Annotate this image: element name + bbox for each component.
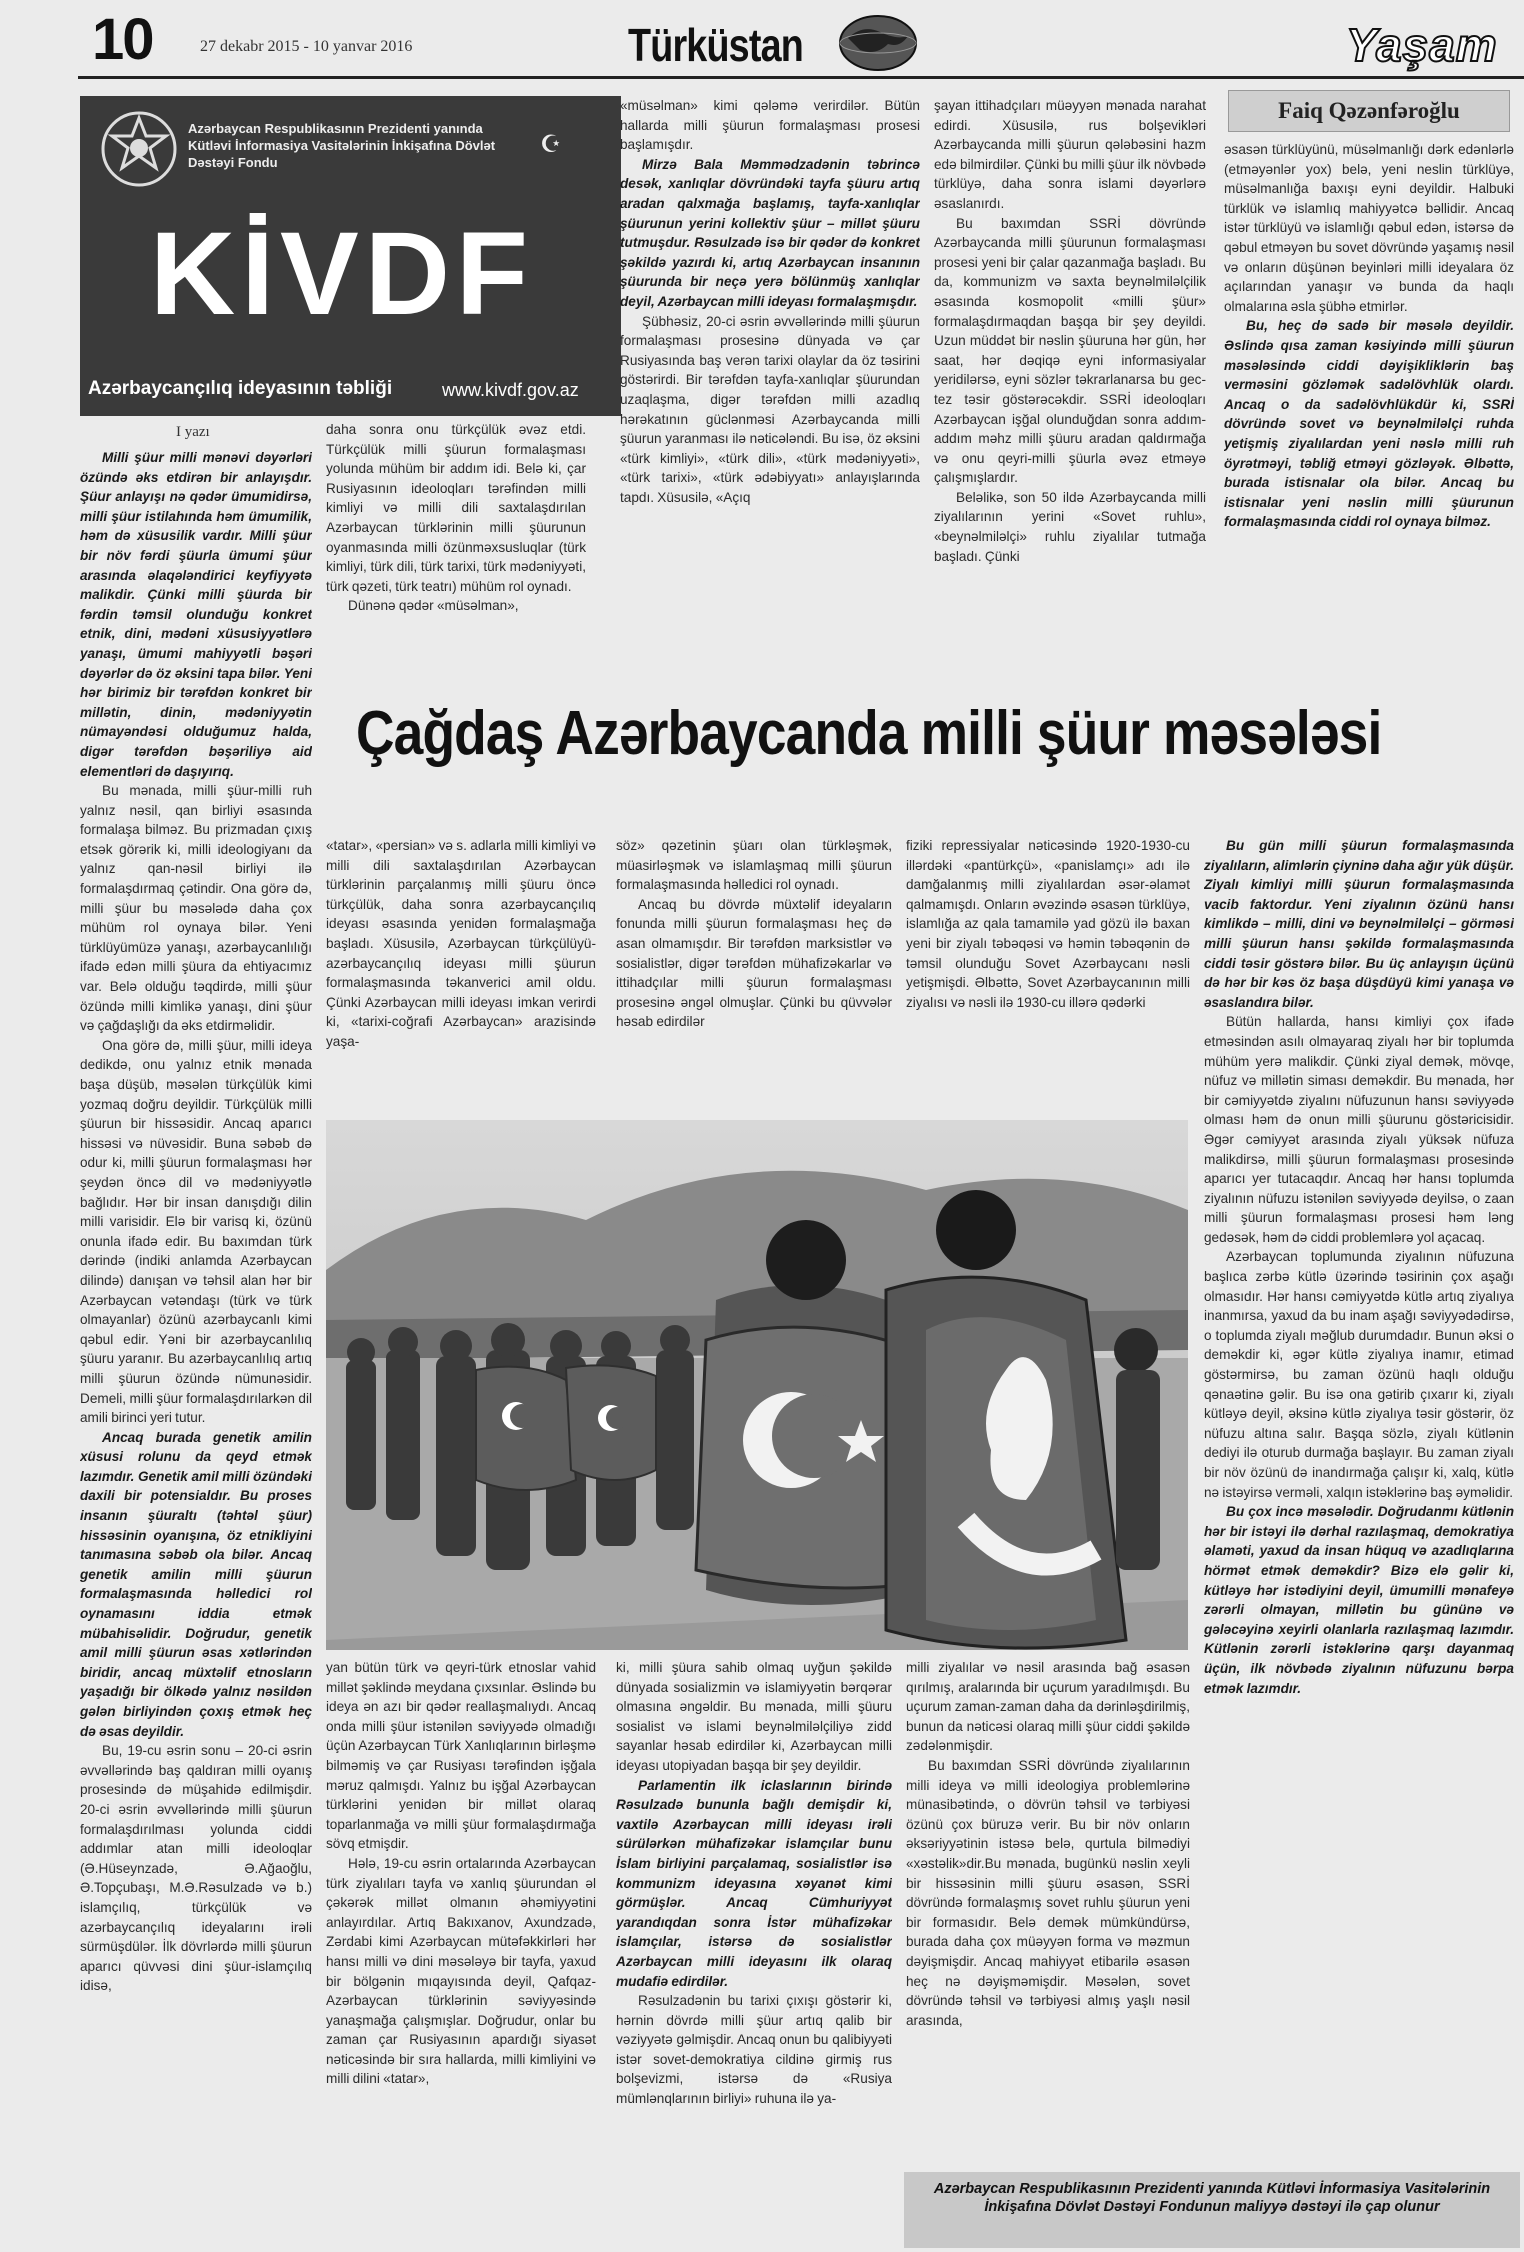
issue-date: 27 dekabr 2015 - 10 yanvar 2016: [200, 38, 413, 55]
body-paragraph: Bu mənada, milli şüur-milli ruh yalnız nəsil, qan birliyi əsasında formalaşa bilməz. Bu prizmadan çıxış etsək görərik ki, milli ideologiyanı da yalnız qan-nəsil birliyi ilə formalaşdırmaq çətindir. Ona görə də, milli şüur bu məsələdə daha çox mühüm rol oynaya bilər. Yeni türklüyümüzə yanaşı, azərbaycanlılığı ifadə edən milli şüura da ehtiyacımız var. Belə olduğu təqdirdə, milli şüur özündə milli kimlikə yanaşı, dini şüur və çağdaşlığı da əks etdirməlidir.: [80, 783, 312, 1034]
article-column-4-middle: [906, 836, 1190, 1118]
body-paragraph: əsasən türklüyünü, müsəlmanlığı dərk edənlərlə (etməyənlər yox) belə, yeni neslin türklüyə, müsəlmanlığa baxışı eyni deyildir. Halbuki türklük və islamlıq mahiyyətcə bəllidir. Ancaq istər türklüyü və islamlığı qəbul edən, istərsə də qəbul etməyən bu sovet dövründə yaşamış nəsil və onların düşünən beyinləri milli ideyalara öz açılarından yanaşır və bunda da haqlı olmalarına əsla şübhə etmirlər.: [1224, 142, 1514, 314]
body-paragraph: Bütün hallarda, hansı kimliyi çox ifadə etməsindən asılı olmayaraq ziyalı hər bir toplumda mühüm yerə malikdir. Çünki ziyal demək, mövqe, nüfuz və millətin siması deməkdir. Bu mənada, hər bir cəmiyyətdə ziyalını nüfuzunun hansı səviyyədə olması həm də onun milli şüurunu göstəricisidir. Əgər cəmiyyət arasında ziyalı yüksək nüfuza malikdirsə, milli şüurun formalaşması prosesində aparıcı yer tutacaqdır. Ancaq hər hansı toplumda ziyalının nüfuzu istənilən səviyyədə deyilsə, o zaan milli şüurun formalaşması prosesi həm ləng gedəsək, həm də ciddi problemlərə yol açacaq.: [1204, 1014, 1514, 1245]
article-photo: [326, 1120, 1188, 1650]
body-paragraph: şayan ittihadçıları müəyyən mənada narahat edirdi. Xüsusilə, rus bolşevikləri Azərbaycanda milli şüurun qələbəsini hazm edə bilmirdilər. Çünki bu milli şüur ilk növbədə türklüyə, daha sonra islami dəyərlərə əsaslanırdı.: [934, 98, 1206, 211]
newspaper-title: Türküstan: [628, 19, 803, 71]
emphasis-paragraph: Ancaq burada genetik amilin xüsusi rolunu da qeyd etmək lazımdır. Genetik amil milli özündəki daxili bir potensialdır. Bu proses insanın şüuraltı (təhtəl şüur) hissəsinin oyanışına, öz etnikliyini tanımasına səbəb ola bilər. Ancaq genetik amilin milli şüurun formalaşmasında həlledici rol oynamasını iddia etmək mübahisəlidir. Doğrudur, genetik amil milli şüurun əsas xətlərindən biridir, ancaq müxtəlif etnosların yaşadığı bir ölkədə yalnız nəsildən gələn birliyindən çoxış etmək heç də əsas deyildir.: [80, 1429, 312, 1739]
author-byline: Faiq Qəzənfəroğlu: [1228, 90, 1510, 132]
body-paragraph: Bu, 19-cu əsrin sonu – 20-ci əsrin əvvəllərində baş qaldıran milli oyanış prosesində də müşahidə edilmişdir. 20-ci əsrin əvvəllərində milli şüurun formalaşdırılması yolunda ciddi addımlar atan milli ideoloqlar (Ə.Hüseynzadə, Ə.Ağaoğlu, Ə.Topçubaşı, M.Ə.Rəsulzadə və b.) islamçılıq, türkçülük və azərbaycançılıq ideyalarını irəli sürmüşdülər. İlk dövrlərdə milli şüurun aparıcı qüvvəsi dini şüur-islamçılıq idisə,: [80, 1743, 312, 1994]
article-column-4-lower: [906, 1658, 1190, 2166]
body-paragraph: fiziki repressiyalar nəticəsində 1920-1930-cu illərdəki «pantürkçü», «panislamçı» adı ilə damğalanmış milli ziyalılardan əsər-əlamət qalmamışdı. Onların əvəzində əsasən türklüyə, islamlığa az qala tamamilə yad gözü ilə baxan yeni bir ziyalı təbəqəsi və həmin təbəqənin də təmsil olunduğu Sovet Azərbaycanı nəsli yetişmişdi. Əlbəttə, Sovet Azərbaycanının milli ziyalısı və nəsli ilə 1930-cu illərə qədərki: [906, 838, 1190, 1010]
body-paragraph: «müsəlman» kimi qələmə verirdilər. Bütün hallarda milli şüurun formalaşması prosesi başlamışdır.: [620, 98, 920, 153]
article-column-4-upper: [934, 96, 1206, 686]
emphasis-paragraph: Parlamentin ilk iclaslarının birində Rəsulzadə bununla bağlı demişdir ki, vaxtilə Azərbaycan milli ideyası irəli sürülərkən mühafizəkar islamçılar bunu İslam birliyini parçalamaq, sosialistlər isə kommunizm ideyasına xəyanət kimi görmüşlər. Ancaq Cümhuriyyət yarandıqdan sonra İstər mühafizəkar islamçılar, istərsə də sosialistlər Azərbaycan milli ideyasını ilk olaraq mudafiə edirdilər.: [616, 1777, 892, 1989]
article-column-5-lower: [1204, 836, 1514, 2248]
kivdf-slogan: Azərbaycançılıq ideyasının təbliği: [88, 378, 393, 399]
emphasis-paragraph: Mirzə Bala Məmmədzadənin təbrincə desək, xanlıqlar dövründəki tayfa şüuru artıq aradan qalxmağa başlamış, tayfa-xanlıqlar şüurunun yerini kollektiv şüur – millət şüuru tutmuşdur. Rəsulzadə isə bir qədər də konkret şəkildə yazırdı ki, artıq Azərbaycan insanının şüurunda bir neçə yerə bölünmüş xanlıqlar deyil, Azərbaycan milli ideyası formalaşmışdır.: [620, 156, 920, 309]
article-column-3-upper: [620, 96, 920, 686]
header-divider: [78, 76, 1524, 79]
body-paragraph: Ancaq bu dövrdə müxtəlif ideyaların fonunda milli şüurun formalaşması heç də asan olmamışdır. Bir tərəfdən marksistlər və sosialistlər, digər tərəfdən mühafizəkarlar və ittihadçılar milli şüurun formalaşması prosesinə əngəl olmuşlar. Çünki bu qüvvələr həsab edirdilər: [616, 896, 892, 1030]
body-paragraph: Azərbaycan toplumunda ziyalının nüfuzuna başlıca zərbə kütlə üzərində təsirinin çox aşağı olmasıdır. Hər hansı cəmiyyətdə kütlə artıq ziyalıya inanmırsa, yaxud da bu inam aşağı səviyyədədirsə, o toplumda ziyalı məğlub durumdadır. Bunun əksi o deməkdir ki, əgər kütlə ziyalıya inamır, etimad göstərmirsə, bu zaman özünü haqlı olduğu qənaətinə gəlir. Bu isə ona gətirib çıxarır ki, ziyalı kütləyə deyil, əksinə kütlə ziyalıya təsir göstərir, öz nüfuzu altına salır. Başqa sözlə, ziyalı kütlənin dediyi ilə oturub durmağa başlayır. Bu zaman ziyalı bir növ özünü də inandırmağa çalışır ki, xalq, kütlə nə istəyirsə verməli, xalqın istəklərinə baş əyməlidir.: [1204, 1249, 1514, 1500]
body-paragraph: Dünənə qədər «müsəlman»,: [348, 598, 519, 614]
kivdf-url[interactable]: www.kivdf.gov.az: [442, 380, 579, 400]
emphasis-paragraph: Bu, heç də sadə bir məsələ deyildir. Əslində qısa zaman kəsiyində milli şüurun məsələsində ciddi dəyişikliklərin baş verməsini gözləmək sadəlövhlük olardı. Ancaq o da sadəlövhlükdür ki, SSRİ dövründə sovet və beynəlmiləlçi ruhda yetişmiş ziyalılardan yeni nəslə milli ruh öyrətməyi, təbliğ etməyi gözləyək. Əlbəttə, burada istisnalar ola bilər. Ancaq bu istisnalar yeni nəslin milli şüurunun formalaşmasında ciddi rol oynaya bilməz.: [1224, 318, 1514, 530]
body-paragraph: «tatar», «persian» və s. adlarla milli kimliyi və milli dili saxtalaşdırılan Azərbaycan türklərinin parçalanmış milli şüuru öncə türkçülük, daha sonra azərbaycançılıq ideyası əsasında yenidən formalaşmağa başladı. Xüsusilə, Azərbaycan türkçülüyü-azərbaycançılıq ideyası milli şüurun formalaşmasında təkanverici amil oldu. Çünki Azərbaycan milli ideyası imkan verirdi ki, «tarixi-coğrafi Azərbaycan» arazisində yaşa-: [326, 838, 596, 1049]
body-paragraph: Hələ, 19-cu əsrin ortalarında Azərbaycan türk ziyalıları tayfa və xanlıq şüurundan əl çəkərək millət olmanın əhəmiyyətini anlayırdılar. Artıq Bakıxanov, Axundzadə, Zərdabi kimi Azərbaycan mütəfəkkirləri hər hansı milli və dini məsələyə bir tayfa, yaxud bir bölgənin mıqayısında deyil, Qafqaz-Azərbaycan türklərinin səviyyəsində yanaşmağa çalışmışlar. Doğrudur, onlar bu zaman çar Rusiyasının apardığı siyasət nəticəsində bir sıra hallarda, milli kimliyini və milli dilini «tatar»,: [326, 1855, 596, 2087]
body-paragraph: Şübhəsiz, 20-ci əsrin əvvəllərində milli şüurun formalaşması prosesinə dünyada və çar Rusiyasında baş verən tarixi olaylar da öz təsirini göstərirdi. Bir tərəfdən tayfa-xanlıqlar şüurundan uzaqlaşma, digər tərəfdən milli azadlıq hərəkatının güclənməsi Azərbaycanda milli şüurun yaranması ilə nəticələndi. Bu isə, öz əksini «türk kimliyi», «türk dili», «türk mədəniyyəti», «türk tarixi», «türk ədəbiyyatı» anlayışlarında tapdı. Xüsusilə, «Açıq: [620, 313, 920, 505]
article-column-3-lower: [616, 1658, 892, 2248]
article-column-2-upper: [326, 420, 586, 686]
part-label: I yazı: [176, 424, 210, 440]
article-headline: Çağdaş Azərbaycanda milli şüur məsələsi: [356, 699, 1382, 768]
body-paragraph: Rəsulzadənin bu tarixi çıxışı göstərir ki, hərnin dövrdə milli şüur artıq qalib bir vəziyyətə gəlmişdir. Ancaq onun bu qalibiyyəti istər sovet-demokratiya cildinə girmiş rus bolşevizmi, istərsə də «Rusiya mümlənqlarının birliyi» ruhuna ilə ya-: [616, 1993, 892, 2107]
article-column-3-middle: [616, 836, 892, 1118]
body-paragraph: milli ziyalılar və nəsil arasında bağ əsasən qırılmış, aralarında bir uçurum yaradılmışdı. Bu uçurum zaman-zaman daha da dərinləşdirilmiş, bunun da nəticəsi olaraq milli şüur ciddi şəkildə zədələnmişdir.: [906, 1660, 1190, 1754]
kivdf-emblem-icon: [100, 110, 178, 188]
emphasis-paragraph: Bu çox incə məsələdir. Doğrudanmı kütlənin hər bir istəyi ilə dərhal razılaşmaq, demokratiya əlaməti, yaxud da insan hüquq və azadlıqlarına hörmət etmək deməkdir? Bizə elə gəlir ki, kütləyə hər istədiyini deyil, ümumilli mənafeyə zərərli olmayan, millətin bu gününə və gələcəyinə xeyirli olanlarla razılaşmaq lazımdır. Kütlənin zərərli istəklərinə qarşı dayanmaq üçün, ilk növbədə ziyalının nüfuzunu bərpa etmək lazımdır.: [1204, 1504, 1514, 1696]
body-paragraph: Beləlikə, son 50 ildə Azərbaycanda milli ziyalılarının yerini «Sovet ruhlu», «beynəlmiləlçi» ruhlu ziyalılar tutmağa başladı. Çünki: [934, 489, 1206, 564]
emphasis-paragraph: Bu gün milli şüurun formalaşmasında ziyalıların, alimlərin çiyninə daha ağır yük düşür. Ziyalı kimliyi milli şüurun formalaşmasında vacib faktordur. Yeni ziyalının özünü hansı kimlikdə – milli, dini və beynəlmiləlçi – görməsi milli şüurun hansı şəkildə formalaşmasında ciddi təsir göstərə bilər. Bu üç anlayışın üçünü də hər bir kəs öz başa düşdüyü kimi yanaşa və əsaslandıra bilər.: [1204, 838, 1514, 1010]
sponsor-caption: Azərbaycan Respublikasının Prezidenti yanında Kütləvi İnformasiya Vasitələrinin İnkişafına Dövlət Dəstəyi Fondunun maliyyə dəstəyi ilə çap olunur: [904, 2172, 1520, 2248]
body-paragraph: söz» qəzetinin şüarı olan türkləşmək, müasirləşmək və islamlaşmaq milli şüurun formalaşmasında həlledici rol oynadı.: [616, 838, 892, 893]
page-number: 10: [92, 7, 153, 72]
article-column-2-middle: [326, 836, 596, 1118]
globe-icon: [838, 14, 918, 72]
kivdf-logo: KİVDF: [150, 208, 534, 340]
body-paragraph: daha sonra onu türkçülük əvəz etdi. Türkçülük milli şüurun formalaşması yolunda mühüm bir addım idi. Belə ki, çar Rusiyasının ideoloqları tərəfindən milli kimliyi və milli dili saxtalaşdırılan Azərbaycan türklərinin milli şüurunun oyanmasında milli özünməxsusluqlar (türk kimliyi, türk dili, türk tarixi, türk mədəniyyəti, türk qəzeti, türk teatrı) mühüm rol oynadı.: [326, 422, 586, 594]
body-paragraph: Bu baxımdan SSRİ dövründə Azərbaycanda milli şüurunun formalaşması prosesi yeni bir çalar qazanmağa başladı. Bu da, kommunizm və saxta beynəlmiləlçilik əsasında kosmopolit «milli şüur» formalaşdırmaqdan başqa bir şey deyildi. Uzun müddət bir nəslin şüuruna hər gün, hər saat, hər dəqiqə eyni informasiyalar yeridilərsə, eyni sözlər təkrarlanarsa bu gec-tez təsir göstərəcəkdir. SSRİ ideoloqları Azərbaycan işğal olunduğdan sonra addım-addım məhz milli şüuru aradan qaldırmağa və onu qeyri-milli şüurla əvəz etməyə çalışmışlardır.: [934, 215, 1206, 486]
body-paragraph: Bu baxımdan SSRİ dövründə ziyalılarının milli ideya və milli ideologiya problemlərinə münasibətində, o dövrün təhsil və tərbiyəsi özünü çox büruzə verir. Bu bir növ onların əksəriyyətinin istəsə belə, qurtula bilmədiyi «xəstəlik»dir.Bu mənada, bugünkü nəslin xeyli bir hissəsinin milli şüuru əsasən, SSRİ dövründə formalaşmış sovet ruhlu şüurun yeni bir formasıdır. Belə demək mümkündürsə, burada daha çox müəyyən forma və məzmun dəyişmişdir. Ancaq mahiyyət etibarilə əsasən heç nə dəyişməmişdir. Məsələn, sovet dövründə təhsil və tərbiyəsi almış yaşlı nəsil arasında,: [906, 1757, 1190, 2028]
article-column-1: [80, 448, 312, 2248]
body-paragraph: ki, milli şüura sahib olmaq uyğun şəkildə dünyada sosializmin və islamiyyətin bərqərar olmasına əngəldir. Bu mənada, milli şüuru sosialist və islami beynəlmiləlçiliyə zidd sayanlar həsab edirdilər ki, Azərbaycan milli ideyası utopiyadan başqa bir şey deyildir.: [616, 1660, 892, 1773]
article-column-5-upper: [1224, 140, 1514, 686]
article-column-2-lower: [326, 1658, 596, 2248]
lead-paragraph: Milli şüur milli mənəvi dəyərləri özündə əks etdirən bir anlayışdır. Şüur anlayışı nə qədər ümumidirsə, milli şüur istilahında həm ümumilik, həm də xüsusilik vardır. Milli şüur bir növ fərdi şüurla ümumi şüur arasında əlaqələndirici keyfiyyətə malikdir. Çünki milli şüurda bir fərdin təmsil olunduğu konkret etnik, dini, mədəni xüsusiyyətlərə yanaşı, ümumi mahiyyətli bəşəri dəyərlər də öz əksini tapa bilər. Yeni hər birimiz bir tərəfdən konkret bir millətin, dinin, mədəniyyətin nümayəndəsi olduğumuz halda, digər tərəfdən bəşəriliyə aid elementləri də daşıyırıq.: [80, 450, 312, 779]
crescent-star-icon: ☪: [540, 130, 562, 158]
body-paragraph: Ona görə də, milli şüur, milli ideya dedikdə, onu yalnız etnik mənada başa düşüb, məsələn türkçülük kimi yozmaq doğru deyildir. Türkçülük milli şüurun bir hissəsidir. Ancaq aparıcı hissəsi və nüvəsidir. Buna səbəb də odur ki, milli şüurun formalaşması hər şeydən öncə dil və mədəniyyətlə bağlıdır. Hər bir insan danışdığı dilin milli varisidir. Elə bir varisq ki, özünü onunla ifadə edir. Bu baxımdan türk dərində (indiki anlamda Azərbaycan dilində) danışan və təhsil alan hər bir Azərbaycan vətəndaşı (türk və türk olmayanlar) özünü azərbaycanlı kimi qəbul edir. Yəni bir azərbaycanlılıq şüuru yaranır. Bu azərbaycanlılıq artıq milli şüurun özündə nümunəsidir. Demeli, milli şüur formalaşdırılarkən dil amili birinci yeri tutur.: [80, 1037, 312, 1426]
kivdf-org-name: Azərbaycan Respublikasının Prezidenti yanında Kütləvi İnformasiya Vasitələrinin İnkişafına Dövlət Dəstəyi Fondu: [188, 121, 496, 170]
body-paragraph: yan bütün türk və qeyri-türk etnoslar vahid millət şəklində meydana çıxsınlar. Əslində bu ideya ən azı bir qədər reallaşmalıydı. Ancaq onda milli şüur istənilən səviyyədə olmadığı üçün Azərbaycan Türk Xanlıqlarının birləşmə bilməmiş və çar Rusiyası tərəfindən işğala məruz qalmışdı. Yalnız bu işğal Azərbaycan türklərini yenidən bir millət olaraq toparlanmağa və milli şüur formalaşdırmağa sövq etmişdir.: [326, 1660, 596, 1852]
section-title: Yaşam: [1346, 19, 1498, 71]
